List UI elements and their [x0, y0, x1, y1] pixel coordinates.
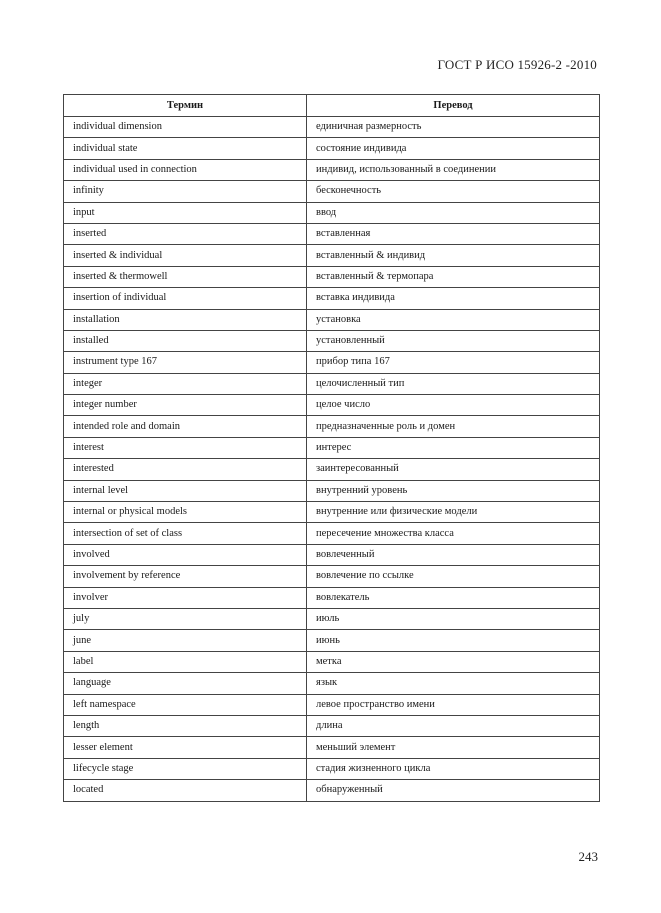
term-cell: installation — [64, 309, 307, 330]
term-cell: length — [64, 715, 307, 736]
table-row — [64, 758, 600, 779]
term-cell: individual state — [64, 138, 307, 159]
table-row — [64, 309, 600, 330]
translation-cell: предназначенные роль и домен — [307, 416, 600, 437]
table-row — [64, 608, 600, 629]
table-row — [64, 266, 600, 287]
term-cell: input — [64, 202, 307, 223]
term-cell: inserted — [64, 223, 307, 244]
table-row — [64, 673, 600, 694]
table-row — [64, 780, 600, 801]
table-row — [64, 566, 600, 587]
term-cell: july — [64, 608, 307, 629]
table-row — [64, 223, 600, 244]
column-header-translation: Перевод — [307, 95, 600, 117]
term-cell: language — [64, 673, 307, 694]
table-row — [64, 737, 600, 758]
term-cell: june — [64, 630, 307, 651]
table-row — [64, 330, 600, 351]
term-cell: inserted & individual — [64, 245, 307, 266]
translation-cell: меньший элемент — [307, 737, 600, 758]
translation-cell: индивид, использованный в соединении — [307, 159, 600, 180]
term-cell: lifecycle stage — [64, 758, 307, 779]
table-row — [64, 159, 600, 180]
translation-cell: длина — [307, 715, 600, 736]
table-row — [64, 587, 600, 608]
translation-cell: вставленный & термопара — [307, 266, 600, 287]
term-cell: involver — [64, 587, 307, 608]
translation-cell: язык — [307, 673, 600, 694]
translation-cell: метка — [307, 651, 600, 672]
table-row — [64, 181, 600, 202]
terms-table — [63, 94, 600, 802]
term-cell: label — [64, 651, 307, 672]
translation-cell: состояние индивида — [307, 138, 600, 159]
term-cell: insertion of individual — [64, 288, 307, 309]
term-cell: located — [64, 780, 307, 801]
term-cell: intended role and domain — [64, 416, 307, 437]
translation-cell: бесконечность — [307, 181, 600, 202]
term-cell: inserted & thermowell — [64, 266, 307, 287]
translation-cell: вовлекатель — [307, 587, 600, 608]
term-cell: individual used in connection — [64, 159, 307, 180]
table-row — [64, 694, 600, 715]
term-cell: internal or physical models — [64, 502, 307, 523]
table-row — [64, 651, 600, 672]
term-cell: instrument type 167 — [64, 352, 307, 373]
table-row — [64, 480, 600, 501]
translation-cell: июль — [307, 608, 600, 629]
column-header-term: Термин — [64, 95, 307, 117]
table-row — [64, 544, 600, 565]
translation-cell: заинтересованный — [307, 459, 600, 480]
table-row — [64, 459, 600, 480]
page-number: 243 — [578, 849, 598, 864]
translation-cell: вовлечение по ссылке — [307, 566, 600, 587]
translation-cell: установка — [307, 309, 600, 330]
translation-cell: вставленный & индивид — [307, 245, 600, 266]
translation-cell: прибор типа 167 — [307, 352, 600, 373]
translation-cell: установленный — [307, 330, 600, 351]
translation-cell: интерес — [307, 437, 600, 458]
term-cell: infinity — [64, 181, 307, 202]
term-cell: involved — [64, 544, 307, 565]
translation-cell: единичная размерность — [307, 117, 600, 138]
term-cell: lesser element — [64, 737, 307, 758]
table-row — [64, 502, 600, 523]
translation-cell: июнь — [307, 630, 600, 651]
table-row — [64, 245, 600, 266]
table-row — [64, 437, 600, 458]
table-row — [64, 117, 600, 138]
table-header-row — [64, 95, 600, 117]
term-cell: involvement by reference — [64, 566, 307, 587]
table-row — [64, 202, 600, 223]
translation-cell: обнаруженный — [307, 780, 600, 801]
translation-cell: вставка индивида — [307, 288, 600, 309]
term-cell: integer — [64, 373, 307, 394]
term-cell: interest — [64, 437, 307, 458]
term-cell: interested — [64, 459, 307, 480]
term-cell: intersection of set of class — [64, 523, 307, 544]
term-cell: internal level — [64, 480, 307, 501]
term-cell: individual dimension — [64, 117, 307, 138]
translation-cell: целое число — [307, 395, 600, 416]
table-row — [64, 352, 600, 373]
translation-cell: внутренние или физические модели — [307, 502, 600, 523]
translation-cell: вставленная — [307, 223, 600, 244]
table-row — [64, 395, 600, 416]
term-cell: left namespace — [64, 694, 307, 715]
table-row — [64, 138, 600, 159]
table-row — [64, 715, 600, 736]
translation-cell: внутренний уровень — [307, 480, 600, 501]
table-row — [64, 373, 600, 394]
translation-cell: вовлеченный — [307, 544, 600, 565]
term-cell: integer number — [64, 395, 307, 416]
table-row — [64, 523, 600, 544]
document-code: ГОСТ Р ИСО 15926-2 -2010 — [437, 57, 597, 72]
translation-cell: ввод — [307, 202, 600, 223]
translation-cell: целочисленный тип — [307, 373, 600, 394]
table-row — [64, 630, 600, 651]
term-cell: installed — [64, 330, 307, 351]
translation-cell: стадия жизненного цикла — [307, 758, 600, 779]
translation-cell: пересечение множества класса — [307, 523, 600, 544]
translation-cell: левое пространство имени — [307, 694, 600, 715]
table-body — [64, 117, 600, 802]
table-row — [64, 416, 600, 437]
table-row — [64, 288, 600, 309]
